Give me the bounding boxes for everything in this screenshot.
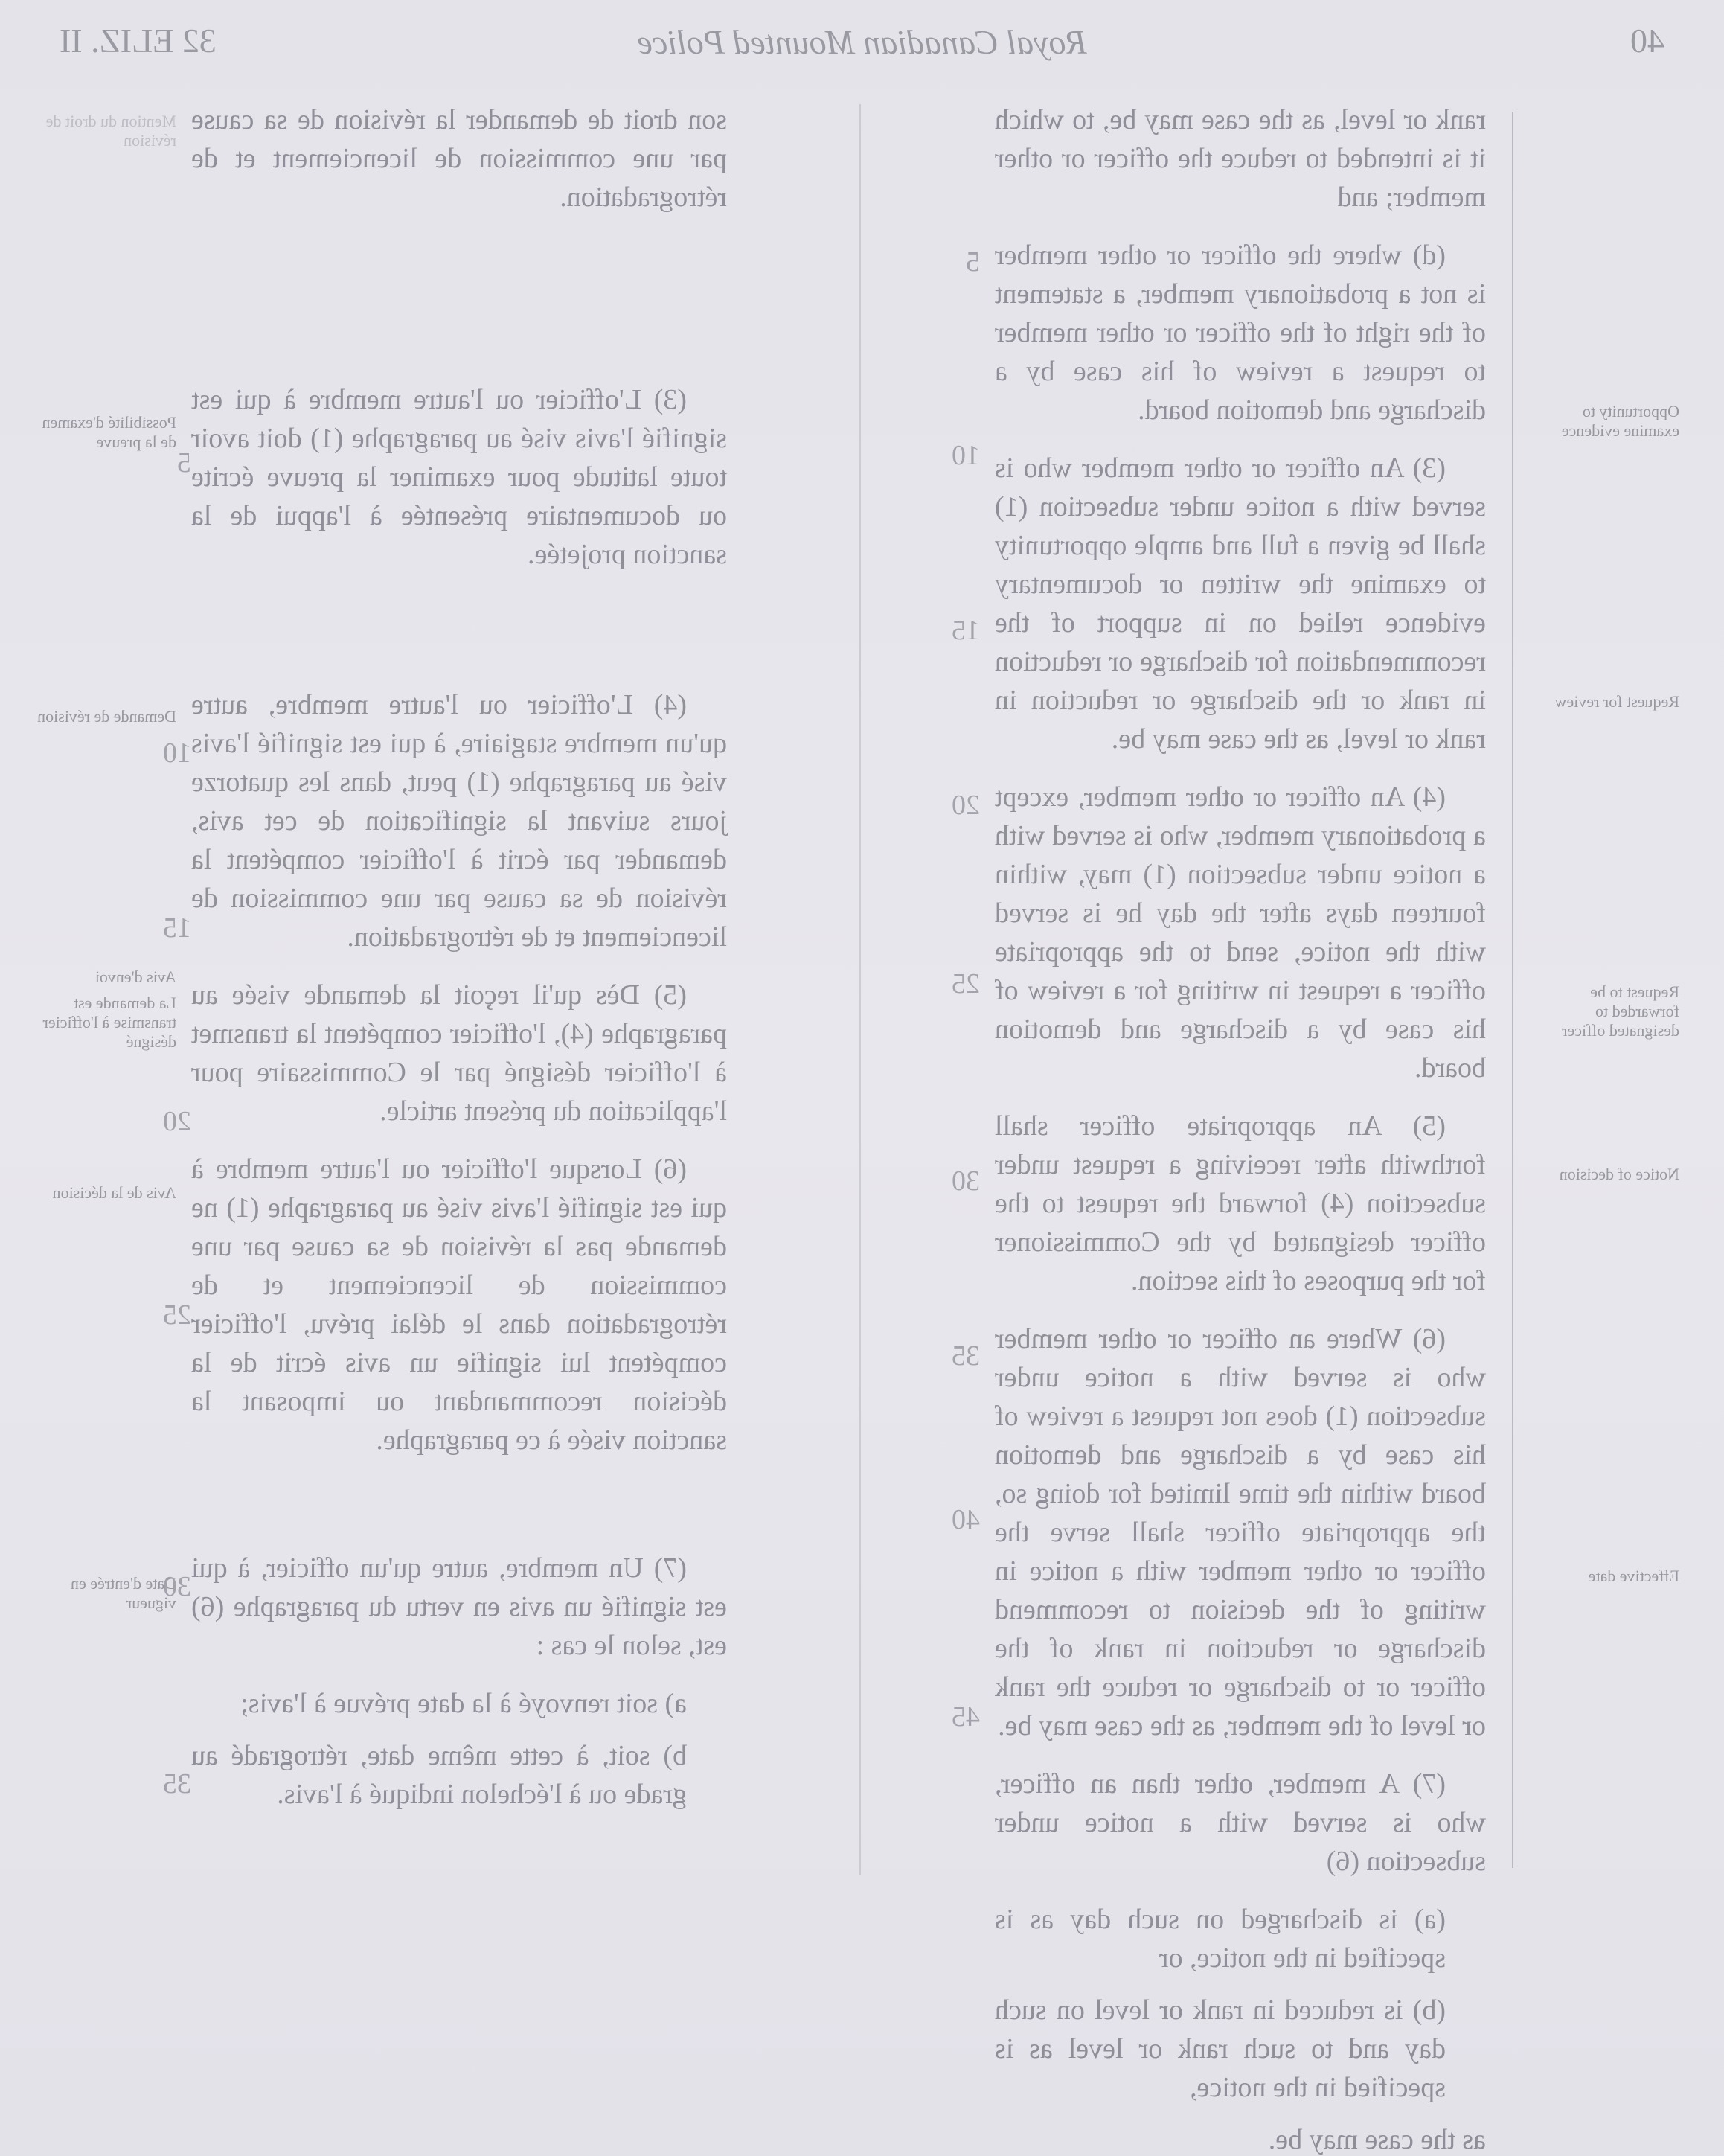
sub-item: b) soit, à cette même date, rétrogradé au grade ou à l'échelon indiqué à l'avis. [191,1740,687,1810]
line-number: 20 [163,1106,191,1137]
line-number: 10 [163,738,191,769]
line-number: 15 [163,912,191,944]
line-number: 35 [952,1340,980,1372]
sub-item: a) soit renvoyé à la date prévue à l'avis; [240,1688,687,1719]
paragraph: (6) Where an officer or other member who is served with a notice under subsection (1) does not request a review of his case by a discharge and demotion board within the time limited for doing so, the appropriate officer shall serve the officer or other member with a notice in writing of the decision to recommend discharge or reduction in rank of the officer or to discharge or reduce the rank or level of the member, as the case may be. [995,1323,1486,1741]
sub-item: (a) is discharged on such day as is specified in the notice, or [995,1904,1446,1974]
line-number: 20 [952,790,980,821]
margin-note-fr: Avis d'envoi [94,967,176,986]
line-number: 25 [952,968,980,999]
margin-note-fr: La demande est transmise à l'officier désigné [42,994,176,1051]
regnal-year: 32 ELIZ. II [60,22,217,60]
closing-line: as the case may be. [1268,2124,1486,2155]
paragraph: (5) Dès qu'il reçoit la demande visée au paragraphe (4), l'officier compétent la transmet à l'officier désigné par le Commissaire pour l'application du présent article. [191,979,727,1127]
margin-note-fr: Date d'entrée en vigueur [71,1574,176,1612]
paragraph: (4) L'officier ou l'autre membre, autre qu'un membre stagiaire, à qui est signifié l'avis visé au paragraphe (1) peut, dans les quatorze jours suivant la signification de cet avis, demander par écrit à l'officier compétent la révision de sa cause par une commission de licenciement et de rétrogradation. [191,689,727,953]
margin-note-fr: Avis de la décision [52,1183,176,1202]
paragraph: (3) L'officier ou l'autre membre à qui est signifié l'avis visé au paragraphe (1) doit avoir toute latitude pour examiner la preuve écrite ou documentaire présentée à l'appui de la sanction projetée. [191,384,727,570]
margin-note-en: Effective date [1588,1567,1679,1585]
line-number: 5 [966,246,980,278]
paragraph: (3) An officer or other member who is served with a notice under subsection (1) shall be given a full and ample opportunity to examine the written or documentary evidence relied on in support of the recommendation for discharge or reduction in rank or the discharge or reduction in rank or level, as the case may be. [995,452,1486,755]
margin-note-en: Opportunity to examine evidence [1561,402,1679,440]
paragraph: (d) where the officer or other member is not a probationary member, a statement of the right of the officer or other member to request a review of his case by a discharge and demotion board. [995,240,1486,426]
paragraph: (5) An appropriate officer shall forthwith after receiving a request under subsection (4) forward the request to the officer designated by the Commissioner for the purposes of this section. [995,1110,1486,1296]
column-divider [859,104,861,1875]
paragraph: rank or level, as the case may be, to which it is intended to reduce the officer or other member; and [995,104,1486,213]
line-number: 35 [163,1768,191,1800]
paragraph: son droit de demander la révision de sa cause par une commission de licenciement et de rétrogradation. [191,104,727,213]
line-number: 45 [952,1701,980,1733]
line-number: 10 [952,440,980,471]
page-number: 40 [1630,22,1664,60]
margin-note-en: Notice of decision [1559,1165,1679,1183]
margin-note-en: Request for review [1554,692,1679,711]
paragraph: (7) Un membre, autre qu'un officier, à qui est signifié un avis en vertu du paragraphe (6) est, selon le cas : [191,1552,727,1661]
paragraph: (7) A member, other than an officer, who is served with a notice under subsection (6) [995,1768,1486,1877]
paragraph: (4) An officer or other member, except a probationary member, who is served with a notice under subsection (1) may, within fourteen days after the day he is served with the notice, send to the appropriate officer a request in writing for a review of his case by a discharge and demotion board. [995,781,1486,1084]
margin-rule [1512,112,1513,1868]
english-text-column [995,100,1486,2156]
running-title: Royal Canadian Mounted Police [637,23,1087,61]
french-text-column [191,100,727,1827]
line-number: 5 [177,447,191,479]
sub-item: (b) is reduced in rank or level on such day and to such rank or level as is specified in the notice, [995,1995,1446,2103]
line-number: 30 [163,1571,191,1602]
line-number: 15 [952,615,980,646]
margin-note-fr: Mention du droit de révision [45,112,176,150]
margin-note-fr: Demande de révision [37,707,176,726]
line-number: 40 [952,1504,980,1535]
line-number: 30 [952,1165,980,1197]
margin-note-en: Request to be forwarded to designated officer [1562,982,1679,1040]
margin-note-fr: Possibilité d'examen de la preuve [42,413,176,451]
paragraph: (6) Lorsque l'officier ou l'autre membre à qui est signifié l'avis visé au paragraphe (1) ne demande pas la révision de sa cause par une commission de licenciement et de rétrogradation dans le délai prévu, l'officier compétent lui signifie un avis écrit de la décision recommandant ou imposant la sanction visée à ce paragraphe. [191,1154,727,1456]
line-number: 25 [163,1299,191,1331]
